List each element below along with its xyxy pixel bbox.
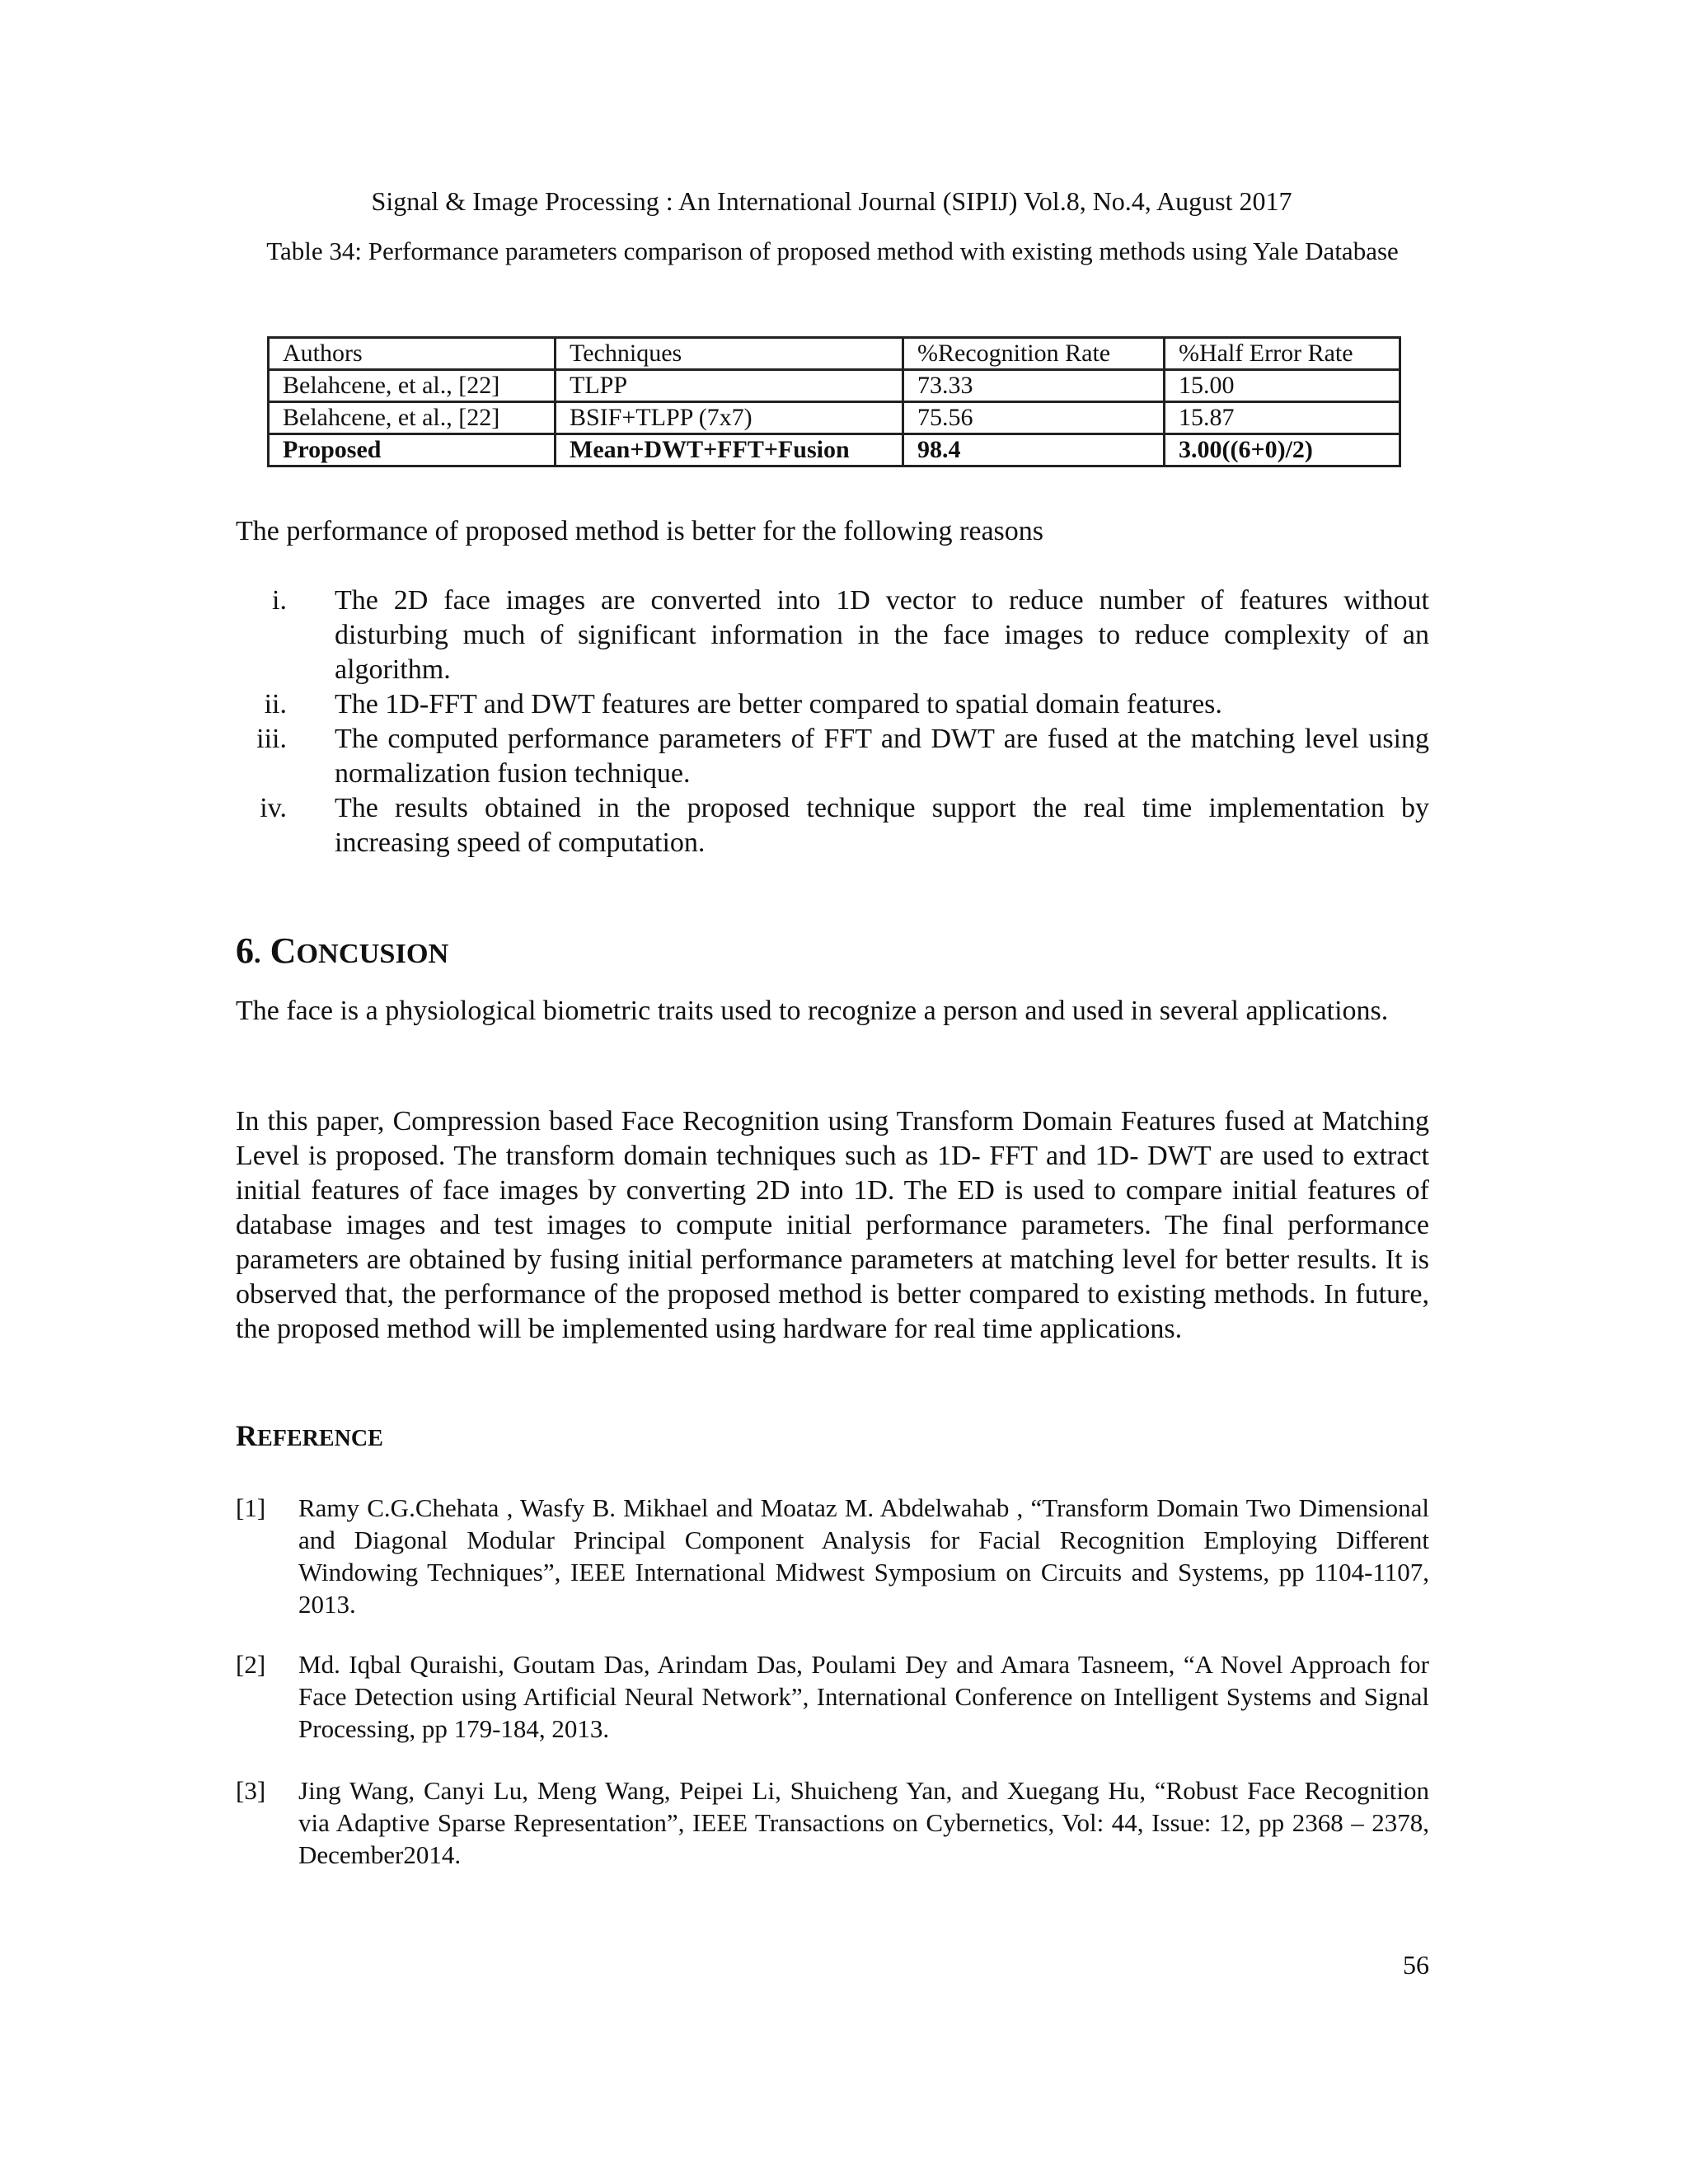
list-item xyxy=(236,583,1429,687)
reference-item xyxy=(236,1492,1429,1620)
table-cell: 75.56 xyxy=(903,402,1165,434)
table-cell: Belahcene, et al., [22] xyxy=(269,402,556,434)
table-cell: Proposed xyxy=(269,434,556,466)
reference-text: Jing Wang, Canyi Lu, Meng Wang, Peipei Li, Shuicheng Yan, and Xuegang Hu, “Robust Face Recognition via Adaptive Sparse Representation”, IEEE Transactions on Cybernetics, Vol: 44, Issue: 12, pp 2368 – 2378, December2014. xyxy=(298,1776,1429,1869)
table-cell: 15.00 xyxy=(1165,370,1400,402)
comparison-table xyxy=(267,336,1401,467)
list-item-text: The computed performance parameters of FFT and DWT are fused at the matching level using normalization fusion technique. xyxy=(335,724,1429,789)
reference-number: [1] xyxy=(236,1493,266,1522)
column-header: %Half Error Rate xyxy=(1165,338,1400,370)
table-caption: Table 34: Performance parameters comparison of proposed method with existing methods using Yale Database xyxy=(266,237,1399,265)
table-header-row xyxy=(269,338,1400,370)
reasons-lead: The performance of proposed method is better for the following reasons xyxy=(236,516,1044,546)
table-cell: Mean+DWT+FFT+Fusion xyxy=(556,434,903,466)
list-item-number: i. xyxy=(272,585,287,616)
conclusion-paragraph: The face is a physiological biometric traits used to recognize a person and used in several applications. xyxy=(236,996,1389,1026)
list-item-number: iv. xyxy=(260,793,287,823)
reasons-list xyxy=(236,583,1429,860)
reference-text: Md. Iqbal Quraishi, Goutam Das, Arindam Das, Poulami Dey and Amara Tasneem, “A Novel Approach for Face Detection using Artificial Neural Network”, International Conference on Intelligent Systems and Signal Processing, pp 179-184, 2013. xyxy=(298,1650,1429,1743)
reference-item xyxy=(236,1774,1429,1871)
list-item-number: ii. xyxy=(264,689,287,719)
table-cell: 98.4 xyxy=(903,434,1165,466)
column-header: Authors xyxy=(269,338,556,370)
table-cell: 15.87 xyxy=(1165,402,1400,434)
running-header: Signal & Image Processing : An International Journal (SIPIJ) Vol.8, No.4, August 2017 xyxy=(371,186,1292,216)
table-row xyxy=(269,402,1400,434)
reference-text: Ramy C.G.Chehata , Wasfy B. Mikhael and Moataz M. Abdelwahab , “Transform Domain Two Dimensional and Diagonal Modular Principal Component Analysis for Facial Recognition Employing Different Windowing Techniques”, IEEE International Midwest Symposium on Circuits and Systems, pp 1104-1107, 2013. xyxy=(298,1493,1429,1619)
column-header: Techniques xyxy=(556,338,903,370)
table-cell: Belahcene, et al., [22] xyxy=(269,370,556,402)
reference-item xyxy=(236,1648,1429,1745)
conclusion-paragraph: In this paper, Compression based Face Recognition using Transform Domain Features fused at Matching Level is proposed. The transform domain techniques such as 1D- FFT and 1D- DWT are used to extract initial features of face images by converting 2D into 1D. The ED is used to compare initial features of database images and test images to compute initial performance parameters. The final performance parameters are obtained by fusing initial performance parameters at matching level for better results. It is observed that, the performance of the proposed method is better compared to existing methods. In future, the proposed method will be implemented using hardware for real time applications. xyxy=(236,1106,1429,1344)
list-item-text: The 1D-FFT and DWT features are better compared to spatial domain features. xyxy=(335,689,1222,719)
column-header: %Recognition Rate xyxy=(903,338,1165,370)
table-row-proposed xyxy=(269,434,1400,466)
list-item-text: The 2D face images are converted into 1D vector to reduce number of features without disturbing much of significant information in the face images to reduce complexity of an algorithm. xyxy=(335,585,1429,685)
table-cell: TLPP xyxy=(556,370,903,402)
list-item xyxy=(236,687,1429,722)
list-item xyxy=(236,722,1429,791)
reference-number: [2] xyxy=(236,1650,266,1679)
list-item-text: The results obtained in the proposed technique support the real time implementation by increasing speed of computation. xyxy=(335,793,1429,858)
table-row xyxy=(269,370,1400,402)
list-item-number: iii. xyxy=(256,724,287,754)
table-cell: 3.00((6+0)/2) xyxy=(1165,434,1400,466)
table-cell: 73.33 xyxy=(903,370,1165,402)
table-cell: BSIF+TLPP (7x7) xyxy=(556,402,903,434)
reference-number: [3] xyxy=(236,1776,266,1805)
list-item xyxy=(236,791,1429,860)
page-number: 56 xyxy=(1403,1950,1429,1980)
section-heading-conclusion: 6. CONCUSION xyxy=(236,930,449,971)
section-heading-references: REFERENCE xyxy=(236,1419,383,1452)
